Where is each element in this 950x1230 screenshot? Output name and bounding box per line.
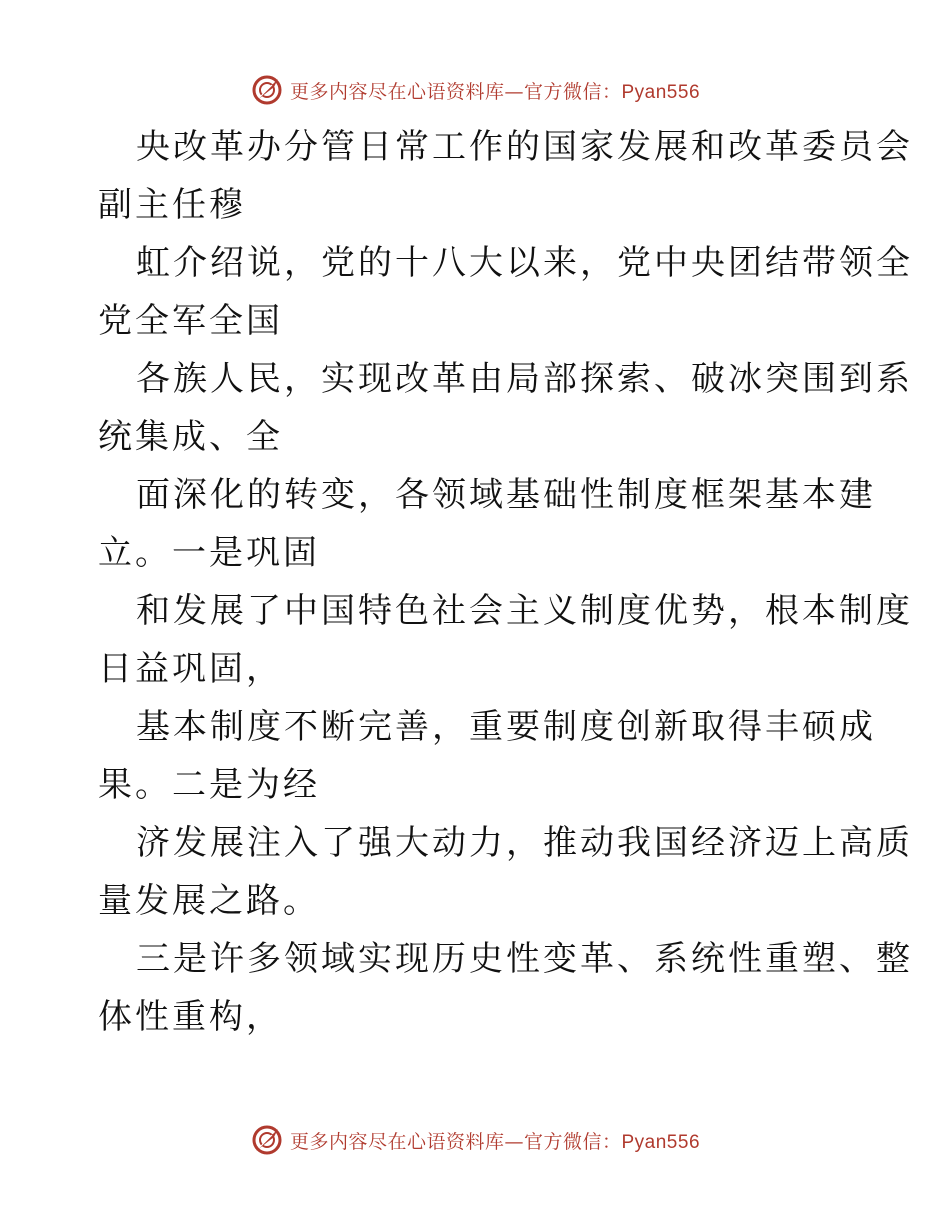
footer-banner-dash: — [504, 1130, 524, 1153]
body-line-13: 济发展注入了强大动力，推动我国经济迈上高质 [136, 823, 913, 863]
body-line-2: 副主任穆 [98, 185, 246, 225]
footer-banner-wechat-label: 官方微信： [523, 1130, 622, 1153]
footer-banner-main: 更多内容尽在心语资料库 [289, 1130, 505, 1153]
body-line-16: 体性重构， [98, 997, 283, 1037]
header-banner [0, 70, 950, 110]
footer-banner-wechat-id: Pyan556 [621, 1131, 701, 1153]
body-line-6: 统集成、全 [98, 417, 283, 457]
quill-circle-logo-icon [250, 1123, 284, 1157]
body-line-4: 党全军全国 [98, 301, 283, 341]
body-line-12: 果。二是为经 [98, 765, 320, 805]
body-line-10: 日益巩固， [98, 649, 283, 689]
body-line-14: 量发展之路。 [98, 881, 320, 921]
body-line-7: 面深化的转变，各领域基础性制度框架基本建 [136, 475, 876, 515]
body-line-15: 三是许多领域实现历史性变革、系统性重塑、整 [136, 939, 913, 979]
header-banner-wechat-label: 官方微信： [523, 80, 622, 103]
body-line-1: 央改革办分管日常工作的国家发展和改革委员会 [136, 127, 913, 167]
header-banner-main: 更多内容尽在心语资料库 [289, 80, 505, 103]
header-banner-text [290, 77, 700, 104]
document-body [98, 118, 913, 1046]
body-line-9: 和发展了中国特色社会主义制度优势，根本制度 [136, 591, 913, 631]
body-line-3: 虹介绍说，党的十八大以来，党中央团结带领全 [136, 243, 913, 283]
body-line-11: 基本制度不断完善，重要制度创新取得丰硕成 [136, 707, 876, 747]
footer-banner [0, 1120, 950, 1160]
footer-banner-text [290, 1127, 700, 1154]
body-line-8: 立。一是巩固 [98, 533, 320, 573]
header-banner-dash: — [504, 80, 524, 103]
body-line-5: 各族人民，实现改革由局部探索、破冰突围到系 [136, 359, 913, 399]
quill-circle-logo-icon [250, 73, 284, 107]
header-banner-wechat-id: Pyan556 [621, 81, 701, 103]
